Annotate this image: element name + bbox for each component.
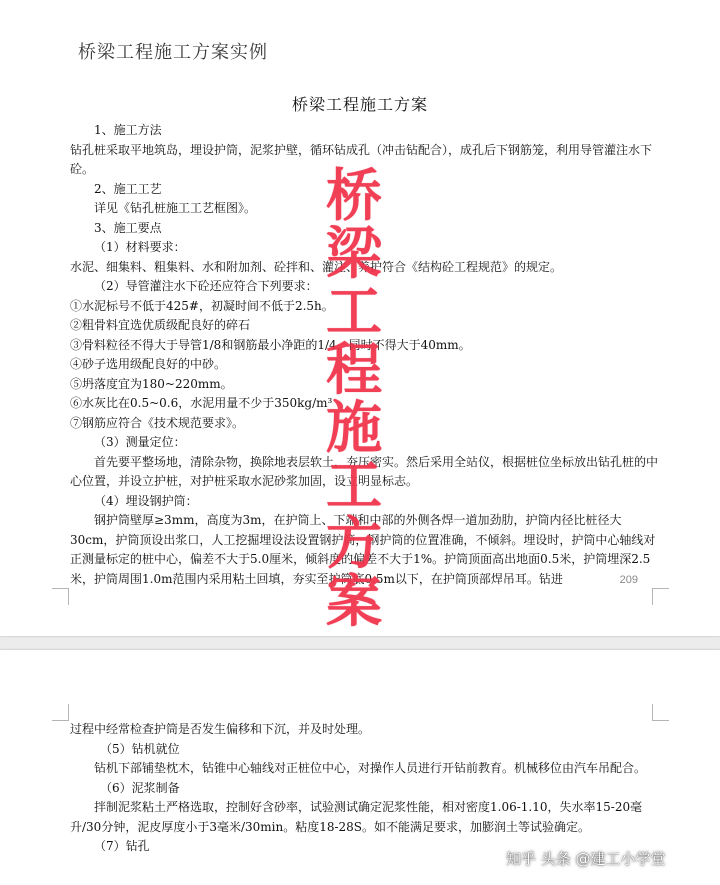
paragraph: ⑦钢筋应符合《技术规范要求》。: [70, 415, 245, 430]
paragraph: 钻孔桩采取平地筑岛，埋设护筒，泥浆护壁，循环钻成孔（冲击钻配合），成孔后下钢筋笼，利用导管灌注水下砼。: [70, 142, 653, 176]
paragraph: ③骨料粒径不得大于导管1/8和钢筋最小净距的1/4，同时不得大于40mm。: [70, 337, 471, 352]
document-title: 桥梁工程施工方案实例: [78, 42, 268, 63]
watermark: 知乎 头条 @建工小学堂: [506, 850, 666, 868]
overlay-title: 桥梁工程施工方案: [326, 164, 382, 635]
paragraph: （3）测量定位：: [94, 435, 186, 449]
paragraph: 钻机下部铺垫枕木，钻锥中心轴线对正桩位中心，对操作人员进行开钻前教育。机械移位由汽车吊配合。: [94, 761, 647, 775]
page-corner-mark: [52, 588, 69, 605]
paragraph: ②粗骨料宜选优质级配良好的碎石: [70, 318, 251, 332]
paragraph: （4）埋设钢护筒：: [94, 493, 198, 508]
paragraph: ⑤坍落度宜为180~220mm。: [70, 376, 233, 391]
page-corner-mark: [52, 704, 69, 721]
paragraph: ④砂子选用级配良好的中砂。: [70, 357, 227, 371]
section-title: 桥梁工程施工方案: [291, 95, 428, 114]
paragraph: ①水泥标号不低于425#，初凝时间不低于2.5h。: [70, 298, 334, 313]
paragraph: （1）材料要求：: [94, 240, 186, 254]
paragraph: 水泥、细集料、粗集料、水和附加剂、砼拌和、灌注、养护符合《结构砼工程规范》的规定。: [70, 259, 563, 274]
paragraph: 1、施工方法: [94, 123, 162, 137]
paragraph: 详见《钻孔桩施工工艺框图》。: [94, 201, 257, 215]
paragraph: 2、施工工艺: [94, 181, 162, 196]
paragraph: 拌制泥浆粘土严格选取，控制好含砂率，试验测试确定泥浆性能，相对密度1.06-1.10，失水率15-20毫升/30分钟，泥皮厚度小于3毫米/30min。粘度18-28S。如不能满足要求，加膨润土等试验确定。: [70, 800, 643, 834]
page-number: 209: [619, 574, 638, 586]
page-corner-mark: [652, 588, 669, 605]
paragraph: （2）导管灌注水下砼还应符合下列要求：: [94, 279, 318, 293]
paragraph: （6）泥浆制备: [100, 780, 180, 795]
paragraph: 过程中经常检查护筒是否发生偏移和下沉，并及时处理。: [70, 722, 371, 736]
paragraph: 3、施工要点: [94, 220, 162, 235]
paragraph: （5）钻机就位: [100, 741, 180, 756]
paragraph: ⑥水灰比在0.5~0.6，水泥用量不少于350kg/m³: [70, 396, 333, 410]
paragraph: 首先要平整场地，清除杂物，换除地表层软土，夯压密实。然后采用全站仪，根据桩位坐标放出钻孔桩的中心位置，并设立护桩，对护桩采取水泥砂浆加固，设立明显标志。: [70, 454, 659, 488]
page-2-body: [70, 720, 658, 857]
paragraph: 钢护筒壁厚≥3mm，高度为3m，在护筒上、下端和中部的外侧各焊一道加劲肋，护筒内径比桩径大30cm，护筒顶设出浆口，人工挖掘埋设法设置钢护筒，钢护筒的位置准确，不倾斜。埋设时，护筒中心轴线对正测量标定的桩中心，偏差不大于5.0厘米，倾斜度的偏差不大于1%。护筒顶面高出地面0.5米，护筒埋深2.5米，护筒周围1.0m范围内采用粘土回填，夯实至护筒底0.5m以下，在护筒顶部焊吊耳。钻进: [70, 513, 656, 586]
paragraph: （7）钻孔: [94, 839, 150, 853]
page-corner-mark: [652, 704, 669, 721]
